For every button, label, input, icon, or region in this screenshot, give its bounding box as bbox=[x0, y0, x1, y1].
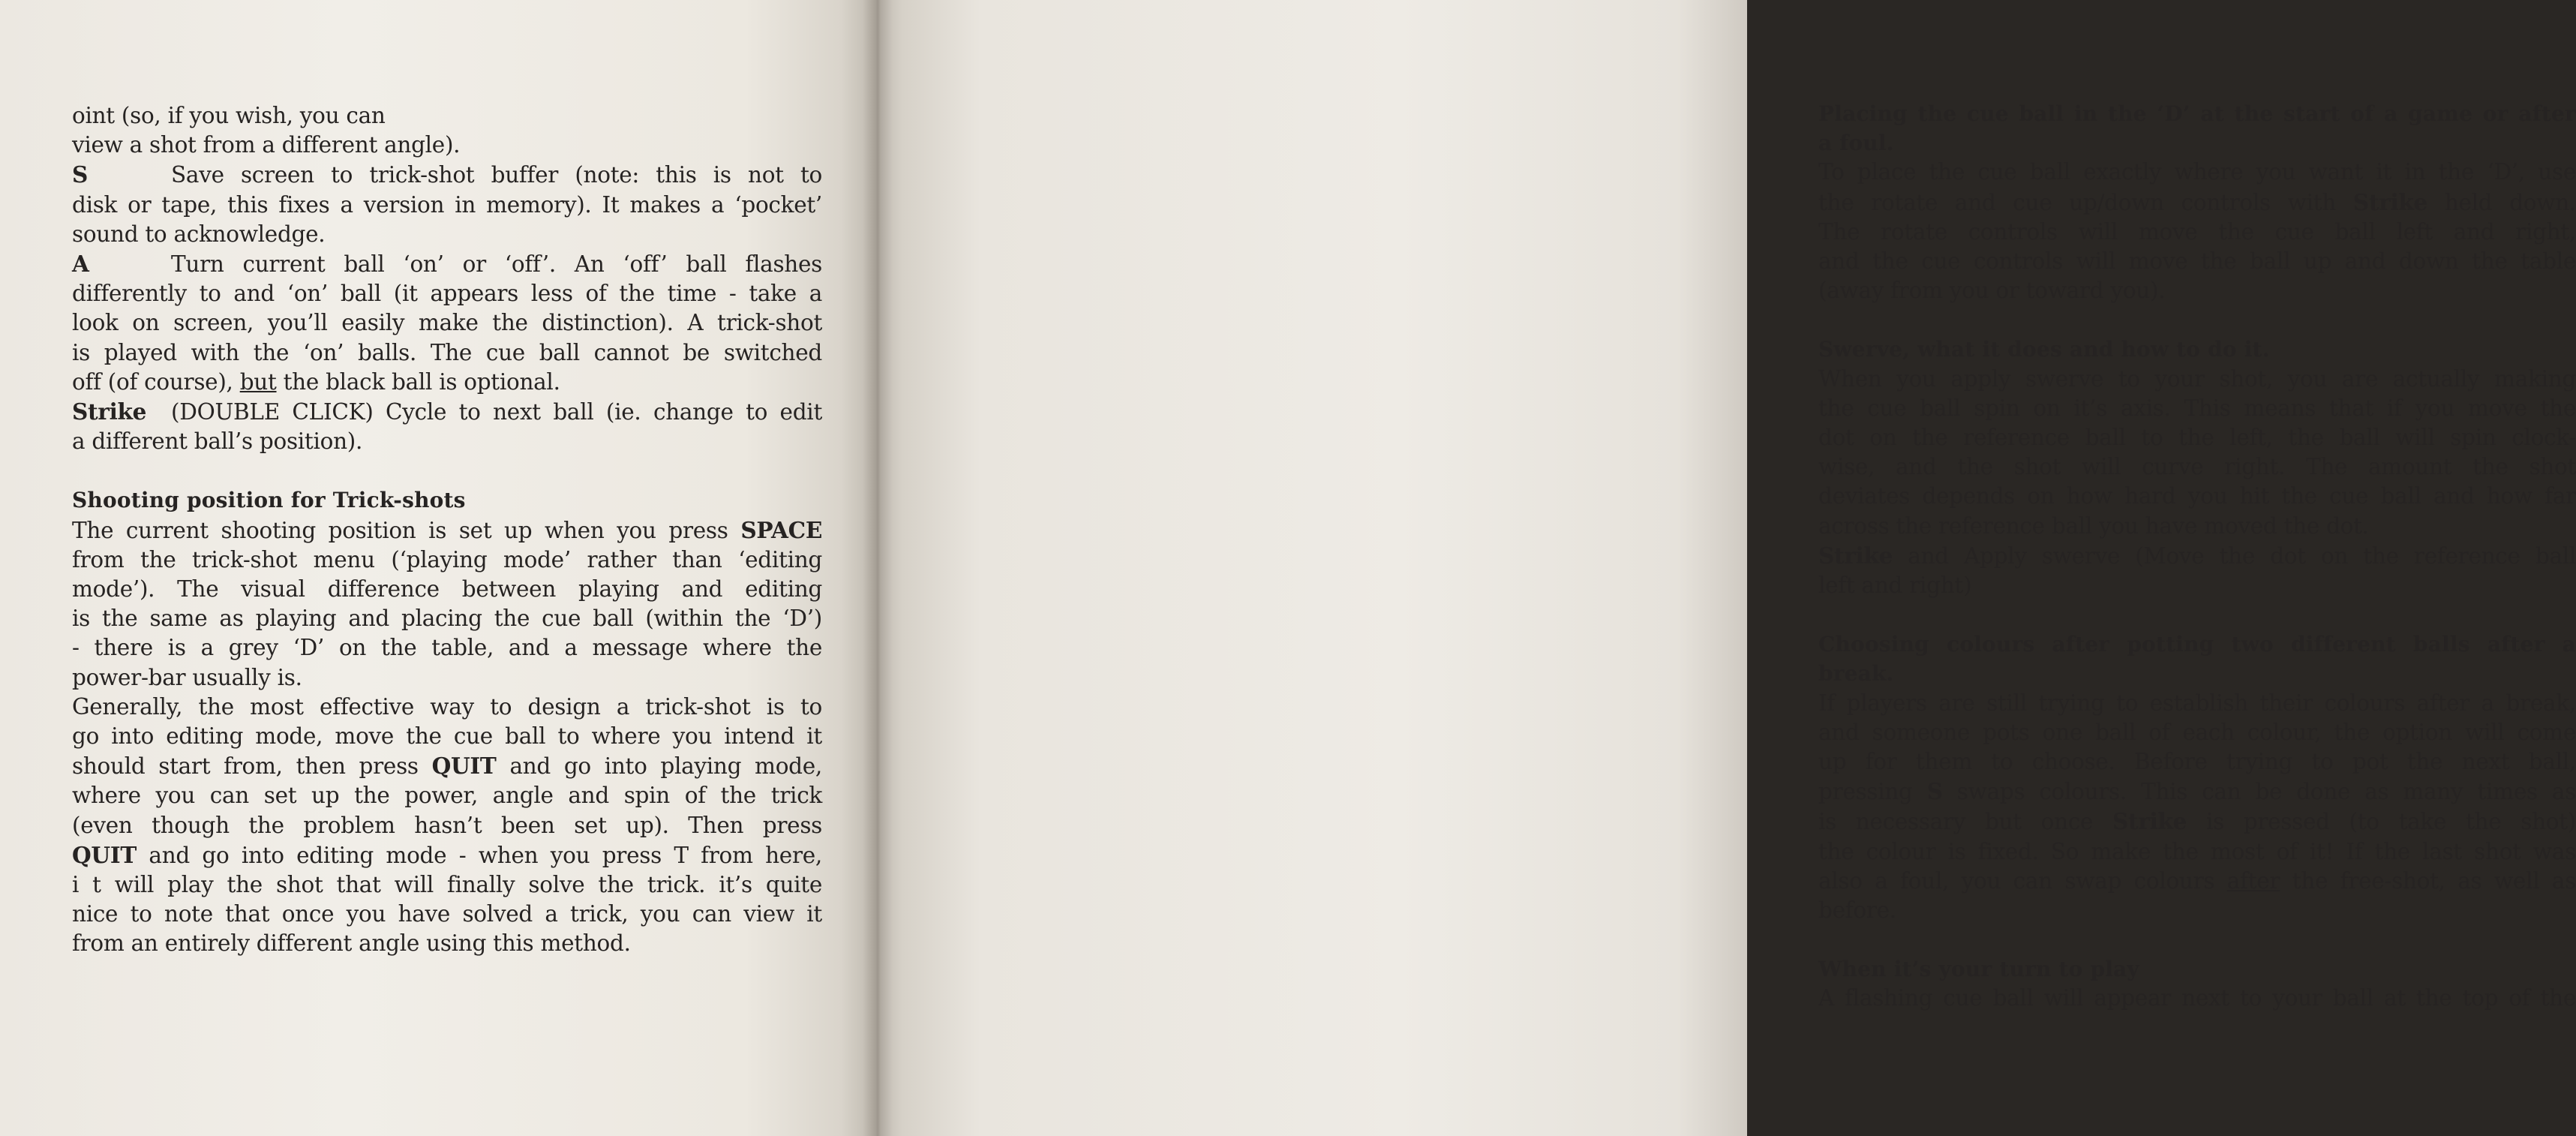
shooting-line: nice to note that once you have solved a trick, you can view it bbox=[72, 901, 822, 927]
placing-line: the rotate and cue up/down controls with Strike held down. bbox=[1818, 188, 2576, 215]
colours-line: before. bbox=[1818, 897, 1896, 924]
shooting-line: from an entirely different angle using this method. bbox=[72, 930, 631, 957]
shooting-line: - there is a grey ‘D’ on the table, and a message where the bbox=[72, 635, 822, 661]
colours-line: and someone pots one ball of each colour, the option will come bbox=[1818, 719, 2576, 745]
colours-line: the colour is fixed. So make the most of it! If the last shot was bbox=[1818, 838, 2576, 864]
key-a-line: off (of course), but the black ball is optional. bbox=[72, 368, 560, 395]
placing-heading: a foul. bbox=[1818, 131, 1894, 156]
turn-line: A flashing cue ball will appear next to your ball at the top of the bbox=[1818, 985, 2576, 1011]
shooting-line: power-bar usually is. bbox=[72, 664, 302, 690]
key-s-line: disk or tape, this fixes a version in memory). It makes a ‘pocket’ bbox=[72, 191, 822, 218]
swerve-line: dot on the reference ball to the left, the ball will spin clock- bbox=[1818, 425, 2576, 451]
key-a-line: look on screen, you’ll easily make the distinction). A trick-shot bbox=[72, 310, 822, 336]
swerve-line: deviates depends on how hard you hit the cue ball and how far bbox=[1818, 483, 2576, 509]
placing-line: The rotate controls will move the cue ball left and right, bbox=[1818, 218, 2576, 245]
key-s-label: S bbox=[72, 161, 89, 188]
placing-heading: Placing the cue ball in the ‘D’ at the start of a game or after bbox=[1818, 101, 2576, 126]
shooting-line: The current shooting position is set up when you press SPACE bbox=[72, 516, 823, 543]
intro-line: view a shot from a different angle). bbox=[72, 132, 461, 158]
spacer bbox=[1818, 305, 2576, 335]
swerve-line: When you apply swerve to your shot, you are actually making bbox=[1818, 365, 2576, 392]
swerve-line: Strike and Apply swerve (Move the dot on the reference ball bbox=[1818, 542, 2576, 569]
shooting-line: i t will play the shot that will finally solve the trick. it’s quite bbox=[72, 872, 822, 898]
shooting-line: should start from, then press QUIT and go into playing mode, bbox=[72, 753, 822, 780]
swerve-line: wise, and the shot will curve right. The amount the shot bbox=[1818, 454, 2576, 480]
key-s-line: S Save screen to trick-shot buffer (note: this is not to bbox=[72, 160, 822, 190]
right-page bbox=[876, 0, 2576, 1136]
shooting-line: mode’). The visual difference between playing and editing bbox=[72, 576, 822, 603]
shooting-line: is the same as playing and placing the cue ball (within the ‘D’) bbox=[72, 606, 822, 632]
spacer bbox=[1818, 925, 2576, 954]
shooting-line: QUIT and go into editing mode - when you press T from here, bbox=[72, 841, 823, 868]
right-column bbox=[1818, 99, 2576, 1014]
swerve-line: across the reference ball you have moved the dot. bbox=[1818, 512, 2369, 539]
shooting-line: from the trick-shot menu (‘playing mode’ rather than ‘editing bbox=[72, 546, 822, 573]
key-strike-label: Strike bbox=[72, 398, 147, 425]
key-s-line: sound to acknowledge. bbox=[72, 221, 326, 247]
colours-line: pressing S swaps colours. This can be done as many times as bbox=[1818, 778, 2576, 805]
shooting-line: (even though the problem hasn’t been set up). Then press bbox=[72, 812, 822, 838]
swerve-heading: Swerve, what it does and how to do it. bbox=[1818, 337, 2270, 362]
book-gutter bbox=[863, 0, 893, 1136]
spacer bbox=[72, 456, 822, 485]
left-column bbox=[72, 101, 822, 959]
shooting-line: where you can set up the power, angle and spin of the trick bbox=[72, 783, 822, 809]
spacer bbox=[1818, 600, 2576, 630]
placing-line: To place the cue ball exactly where you want it in the ‘D’, use bbox=[1818, 159, 2576, 185]
key-a-line: A Turn current ball ‘on’ or ‘off’. An ‘off’ ball flashes bbox=[72, 249, 822, 279]
intro-line: oint (so, if you wish, you can bbox=[72, 103, 386, 128]
shooting-line: Generally, the most effective way to design a trick-shot is to bbox=[72, 693, 822, 720]
colours-heading: Choosing colours after potting two different balls after a bbox=[1818, 632, 2576, 657]
swerve-line: left and right) bbox=[1818, 573, 1972, 599]
key-a-line: is played with the ‘on’ balls. The cue ball cannot be switched bbox=[72, 339, 822, 365]
colours-line: If players are still trying to establish their colours after a break, bbox=[1818, 690, 2576, 716]
key-strike-line: Strike (DOUBLE CLICK) Cycle to next ball (ie. change to edit bbox=[72, 398, 822, 425]
shooting-heading: Shooting position for Trick-shots bbox=[72, 488, 466, 513]
left-page bbox=[0, 0, 876, 1136]
turn-heading: When it’s your turn to play bbox=[1818, 957, 2139, 982]
colours-heading: break. bbox=[1818, 661, 1894, 687]
placing-line: and the cue controls will move the ball up and down the table bbox=[1818, 248, 2576, 275]
colours-line: also a foul, you can swap colours after the free-shot, as well as bbox=[1818, 867, 2576, 894]
colours-line: up for them to choose. Before trying to pot the next ball, bbox=[1818, 749, 2576, 775]
key-a-label: A bbox=[72, 251, 89, 278]
shooting-line: go into editing mode, move the cue ball to where you intend it bbox=[72, 723, 822, 750]
key-a-line: differently to and ‘on’ ball (it appears less of the time - take a bbox=[72, 281, 822, 307]
colours-line: is necessary but once Strike is pressed (to take the shot) bbox=[1818, 808, 2576, 835]
key-strike-line: a different ball’s position). bbox=[72, 428, 363, 455]
placing-line: (away from you or toward you). bbox=[1818, 278, 2166, 304]
underlined-after: after bbox=[2226, 867, 2280, 894]
underlined-but: but bbox=[239, 368, 277, 395]
swerve-line: the cue ball spin on it’s axis. This means that if you move the bbox=[1818, 395, 2576, 421]
